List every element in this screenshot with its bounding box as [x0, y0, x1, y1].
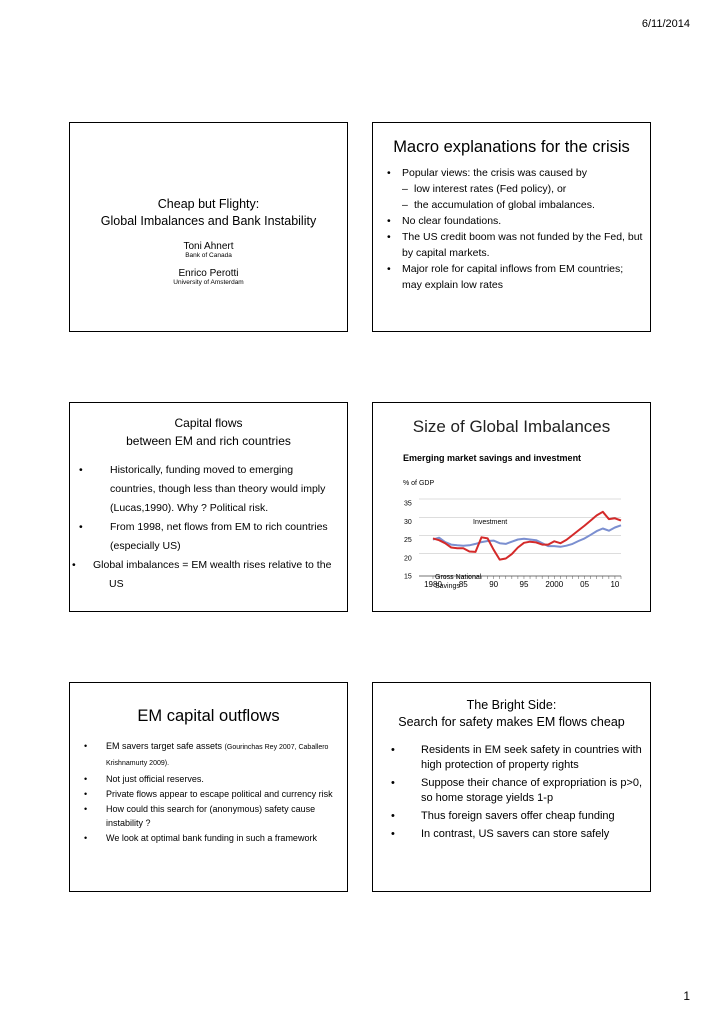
list-item: • Thus foreign savers offer cheap funding: [391, 809, 644, 824]
slide-em-capital-outflows: [69, 682, 348, 892]
x-tick-label: 05: [580, 580, 590, 589]
bullet-list: [387, 165, 644, 293]
y-tick-label: 35: [404, 500, 412, 508]
citation: (Gourinchas Rey 2007, Caballero Krishnamurty 2009).: [106, 744, 329, 767]
author-2: [70, 268, 347, 286]
author-1: [70, 241, 347, 259]
slide6-title: The Bright Side: Search for safety makes EM flows cheap: [398, 698, 625, 729]
series-label-savings-2: Savings: [435, 583, 460, 590]
bullet-list: [391, 743, 644, 845]
chart-y-label: % of GDP: [403, 480, 435, 487]
list-item: • Popular views: the crisis was caused by – low interest rates (Fed policy), or – the accumulation of global imbalances.: [387, 165, 644, 213]
chart-title: Emerging market savings and investment: [403, 453, 582, 463]
list-item: • Global imbalances = EM wealth rises relative to the US: [79, 556, 339, 594]
author-affiliation: University of Amsterdam: [173, 279, 244, 286]
list-item: • Residents in EM seek safety in countries with high protection of property rights: [391, 743, 644, 773]
author-name: Enrico Perotti: [178, 268, 239, 279]
page-date: 6/11/2014: [641, 18, 690, 30]
y-tick-label: 15: [404, 573, 412, 581]
list-item: • Suppose their chance of expropriation is p>0, so home storage yields 1-p: [391, 776, 644, 806]
x-tick-label: 85: [458, 580, 468, 589]
slide3-title: Capital flows between EM and rich countries: [126, 416, 291, 448]
slide4-title: Size of Global Imbalances: [412, 417, 611, 436]
slide-macro-explanations: [372, 122, 651, 332]
list-item: • Not just official reserves.: [84, 772, 341, 786]
list-item: • How could this search for (anonymous) safety cause instability ?: [84, 802, 341, 830]
series-line-investment: [433, 525, 621, 547]
list-subitem: – low interest rates (Fed policy), or: [402, 181, 644, 197]
list-item: • The US credit boom was not funded by the Fed, but by capital markets.: [387, 229, 644, 261]
slide-global-imbalances: [372, 402, 651, 612]
slide1-title: Cheap but Flighty: Global Imbalances and Bank Instability: [100, 197, 317, 228]
slide-bright-side: [372, 682, 651, 892]
list-item: • No clear foundations.: [387, 213, 644, 229]
author-affiliation: Bank of Canada: [185, 252, 232, 259]
series-label-investment: Investment: [473, 519, 508, 526]
slide-capital-flows: [69, 402, 348, 612]
y-tick-label: 20: [404, 555, 412, 563]
author-name: Toni Ahnert: [183, 241, 234, 252]
slide-title: [69, 122, 348, 332]
savings-investment-chart: [403, 449, 625, 599]
slide5-title: EM capital outflows: [137, 707, 280, 725]
series-label-savings: Gross National: [435, 574, 482, 581]
x-tick-label: 10: [610, 580, 620, 589]
slide2-title: Macro explanations for the crisis: [393, 138, 630, 156]
x-tick-label: 90: [489, 580, 499, 589]
list-item: • Major role for capital inflows from EM countries; may explain low rates: [387, 261, 644, 293]
list-item: • EM savers target safe assets (Gourinchas Rey 2007, Caballero Krishnamurty 2009).: [84, 739, 341, 771]
bullet-list: [79, 461, 339, 594]
list-item: • Historically, funding moved to emerging countries, though less than theory would imply (Lucas,1990). Why ? Political risk.: [79, 461, 339, 518]
bullet-list: [84, 739, 341, 846]
y-tick-label: 30: [404, 518, 412, 526]
list-subitem: – the accumulation of global imbalances.: [402, 197, 644, 213]
page-number: 1: [683, 989, 690, 1003]
x-tick-label: 1980: [424, 580, 442, 589]
list-item: • We look at optimal bank funding in such a framework: [84, 831, 341, 845]
list-item: • Private flows appear to escape political and currency risk: [84, 787, 341, 801]
list-item: • In contrast, US savers can store safely: [391, 827, 644, 842]
x-tick-label: 95: [519, 580, 529, 589]
x-tick-label: 2000: [545, 580, 564, 589]
list-item: • From 1998, net flows from EM to rich countries (especially US): [79, 518, 339, 556]
y-tick-label: 25: [404, 537, 412, 544]
